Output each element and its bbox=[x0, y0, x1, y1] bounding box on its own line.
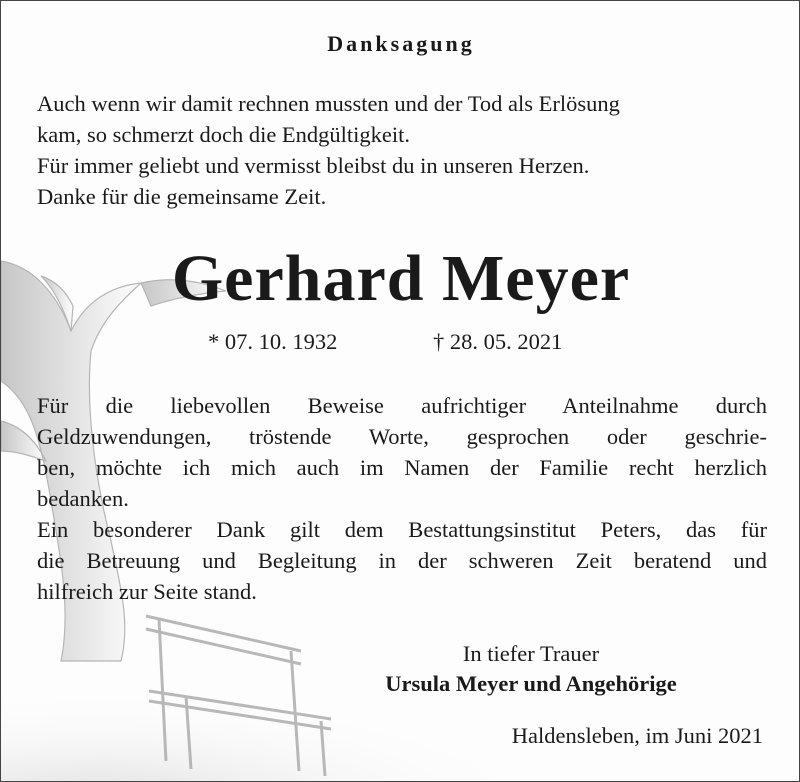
heading-danksagung: Danksagung bbox=[327, 31, 475, 56]
intro-line: Danke für die gemeinsame Zeit. bbox=[37, 184, 327, 209]
intro-line: Auch wenn wir damit rechnen mussten und der Tod als Erlösung bbox=[37, 91, 620, 116]
deceased-name: Gerhard Meyer bbox=[171, 242, 631, 315]
intro-line: Für immer geliebt und vermisst bleibst du in unseren Herzen. bbox=[37, 153, 590, 178]
thanks-line: Ein besonderer Dank gilt dem Bestattungsinstitut Peters, das für bbox=[37, 517, 767, 542]
thanks-line: bedanken. bbox=[37, 486, 129, 511]
thanks-line: ben, möchte ich mich auch im Namen der Familie recht herzlich bbox=[37, 455, 767, 480]
thanks-text bbox=[37, 390, 767, 607]
birth-date: * 07. 10. 1932 bbox=[208, 329, 338, 354]
intro-text bbox=[37, 88, 767, 212]
thanks-line: Für die liebevollen Beweise aufrichtiger Anteilnahme durch bbox=[37, 393, 767, 418]
thanks-line: Geldzuwendungen, tröstende Worte, gesprochen oder geschrie- bbox=[37, 424, 767, 449]
mourning-phrase: In tiefer Trauer bbox=[462, 641, 600, 666]
place-and-date: Haldensleben, im Juni 2021 bbox=[511, 723, 763, 748]
thanks-line: hilfreich zur Seite stand. bbox=[37, 579, 257, 604]
intro-line: kam, so schmerzt doch die Endgültigkeit. bbox=[37, 122, 411, 147]
thanks-line: die Betreuung und Begleitung in der schweren Zeit beratend und bbox=[37, 548, 767, 573]
death-date: † 28. 05. 2021 bbox=[433, 329, 563, 354]
signers: Ursula Meyer und Angehörige bbox=[385, 671, 677, 696]
